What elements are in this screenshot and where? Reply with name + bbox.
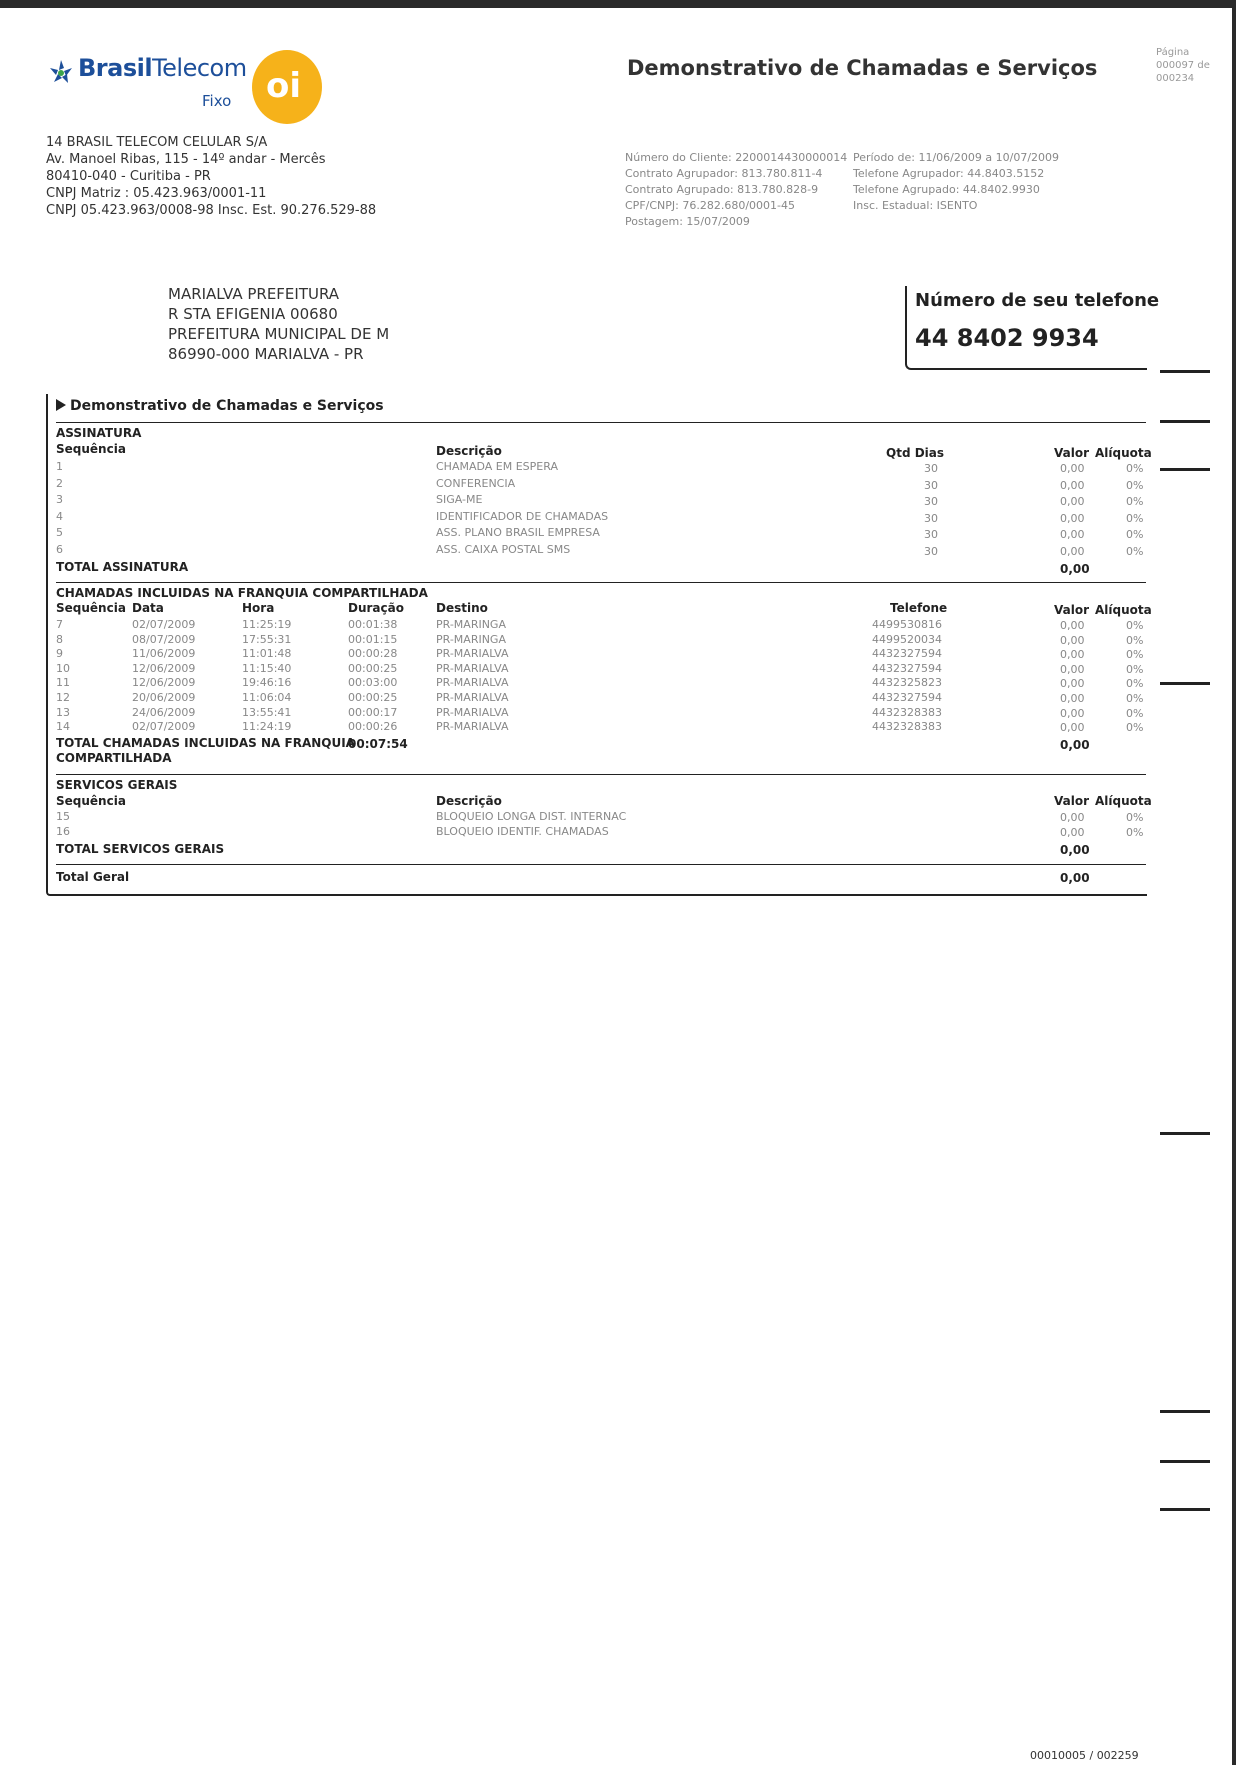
page-number: Página 000097 de 000234: [1156, 47, 1210, 84]
assinatura-aliq: 0%: [1126, 495, 1144, 508]
phone-label: Número de seu telefone: [915, 290, 1160, 311]
assinatura-qtd: 30: [924, 544, 938, 558]
servico-valor: 0,00: [1060, 811, 1085, 824]
servico-valor: 0,00: [1060, 826, 1085, 839]
chamada-aliquota: 0%: [1126, 677, 1144, 691]
chamada-valor: 0,00: [1060, 677, 1085, 691]
chamada-duracao: 00:03:00: [348, 676, 398, 690]
assinatura-seq: 1: [56, 460, 63, 473]
chamada-valor: 0,00: [1060, 706, 1085, 720]
chamada-destino: PR-MARINGA: [436, 632, 506, 646]
assinatura-valor: 0,00: [1060, 495, 1085, 508]
chamada-destino: PR-MARIALVA: [436, 661, 509, 675]
chamada-hora: 11:25:19: [242, 618, 292, 631]
servicos-title: SERVICOS GERAIS: [56, 778, 178, 792]
chamada-aliquota: 0%: [1126, 633, 1144, 647]
chamada-hora: 11:06:04: [242, 691, 292, 704]
chamada-valor: 0,00: [1060, 662, 1085, 676]
chamada-valor: 0,00: [1060, 619, 1085, 632]
chamada-telefone: 4499520034: [872, 632, 942, 646]
chamada-telefone: 4499530816: [872, 618, 942, 631]
assinatura-aliq: 0%: [1126, 478, 1144, 492]
phone-number-box: [905, 286, 1160, 370]
chamadas-header-tel: Telefone: [890, 601, 948, 615]
assinatura-valor: 0,00: [1060, 511, 1085, 525]
chamadas-header-seq: Sequência: [56, 601, 126, 615]
assinatura-desc: CHAMADA EM ESPERA: [436, 460, 558, 473]
chamada-data: 08/07/2009: [132, 632, 196, 646]
servicos-header-seq: Sequência: [56, 794, 126, 808]
bill-page: [0, 8, 1232, 1765]
assinatura-desc: ASS. CAIXA POSTAL SMS: [436, 542, 571, 556]
chamada-telefone: 4432327594: [872, 661, 942, 675]
chamadas-header-valor: Valor: [1054, 603, 1090, 617]
chamadas-total-value: 0,00: [1060, 738, 1090, 752]
brasil-telecom-logo: [46, 50, 346, 128]
assinatura-seq: 6: [56, 542, 63, 556]
chamada-data: 12/06/2009: [132, 661, 196, 675]
chamada-valor: 0,00: [1060, 721, 1085, 735]
chamada-seq: 14: [56, 720, 70, 734]
chamada-data: 02/07/2009: [132, 618, 196, 631]
chamada-valor: 0,00: [1060, 692, 1085, 705]
total-geral-value: 0,00: [1060, 871, 1090, 885]
assinatura-seq: 2: [56, 476, 63, 490]
chamada-data: 11/06/2009: [132, 647, 196, 661]
assinatura-header-valor: Valor: [1054, 446, 1090, 460]
chamada-destino: PR-MARINGA: [436, 618, 506, 631]
chamada-destino: PR-MARIALVA: [436, 647, 509, 661]
chamada-destino: PR-MARIALVA: [436, 705, 509, 719]
servicos-total-value: 0,00: [1060, 843, 1090, 857]
chamada-seq: 8: [56, 632, 63, 646]
chamada-seq: 12: [56, 691, 70, 704]
chamada-data: 20/06/2009: [132, 691, 196, 704]
assinatura-seq: 4: [56, 509, 63, 523]
assinatura-total-value: 0,00: [1060, 562, 1090, 576]
servico-desc: BLOQUEIO LONGA DIST. INTERNAC: [436, 810, 627, 823]
chamada-duracao: 00:00:17: [348, 705, 398, 719]
servico-desc: BLOQUEIO IDENTIF. CHAMADAS: [436, 825, 609, 838]
chamada-seq: 10: [56, 661, 70, 675]
assinatura-title: ASSINATURA: [56, 426, 142, 440]
chamada-telefone: 4432327594: [872, 691, 942, 704]
chamada-telefone: 4432328383: [872, 720, 942, 734]
chamadas-title: CHAMADAS INCLUIDAS NA FRANQUIA COMPARTILHADA: [56, 586, 428, 600]
assinatura-qtd: 30: [924, 511, 938, 525]
servicos-header-desc: Descrição: [436, 794, 502, 808]
chamada-seq: 13: [56, 705, 70, 719]
company-info: 14 BRASIL TELECOM CELULAR S/A Av. Manoel Ribas, 115 - 14º andar - Mercês 80410-040 - Curitiba - PR CNPJ Matriz : 05.423.963/0001-11 CNPJ 05.423.963/0008-98 Insc. Est. 90.276.529-88: [46, 135, 377, 218]
chamada-destino: PR-MARIALVA: [436, 691, 509, 704]
chamadas-header-data: Data: [132, 601, 164, 615]
chamada-seq: 9: [56, 647, 63, 661]
statement-section: [46, 394, 1152, 896]
assinatura-valor: 0,00: [1060, 528, 1085, 541]
assinatura-valor: 0,00: [1060, 478, 1085, 492]
chamada-hora: 11:01:48: [242, 647, 292, 661]
assinatura-qtd: 30: [924, 462, 938, 475]
assinatura-valor: 0,00: [1060, 462, 1085, 475]
chamada-destino: PR-MARIALVA: [436, 676, 509, 690]
chamada-aliquota: 0%: [1126, 706, 1144, 720]
servico-aliquota: 0%: [1126, 811, 1144, 824]
chamadas-header-hora: Hora: [242, 601, 275, 615]
chamada-aliquota: 0%: [1126, 662, 1144, 676]
account-meta-right: Período de: 11/06/2009 a 10/07/2009 Telefone Agrupador: 44.8403.5152 Telefone Agrupado: 44.8402.9930 Insc. Estadual: ISENTO: [853, 151, 1060, 212]
footer-code: 00010005 / 002259: [1030, 1749, 1139, 1762]
assinatura-header-aliq: Alíquota: [1095, 446, 1152, 460]
assinatura-desc: CONFERENCIA: [436, 476, 516, 490]
chamada-telefone: 4432328383: [872, 705, 942, 719]
chamada-telefone: 4432325823: [872, 676, 942, 690]
chamadas-header-aliq: Alíquota: [1095, 603, 1152, 617]
assinatura-header-desc: Descrição: [436, 444, 502, 458]
assinatura-header-seq: Sequência: [56, 442, 126, 456]
chamada-duracao: 00:00:25: [348, 691, 398, 704]
chamada-seq: 11: [56, 676, 70, 690]
servicos-total-label: TOTAL SERVICOS GERAIS: [56, 842, 225, 856]
chamadas-total-label-1: TOTAL CHAMADAS INCLUIDAS NA FRANQUIA: [56, 736, 355, 750]
assinatura-desc: IDENTIFICADOR DE CHAMADAS: [436, 509, 609, 523]
assinatura-aliq: 0%: [1126, 462, 1144, 475]
servico-seq: 15: [56, 810, 70, 823]
chamada-aliquota: 0%: [1126, 619, 1144, 632]
assinatura-desc: ASS. PLANO BRASIL EMPRESA: [436, 526, 600, 539]
assinatura-qtd: 30: [924, 528, 938, 541]
assinatura-total-label: TOTAL ASSINATURA: [56, 560, 189, 574]
triangle-icon: [56, 399, 66, 411]
document-title: Demonstrativo de Chamadas e Serviços: [627, 56, 1098, 80]
chamada-aliquota: 0%: [1126, 692, 1144, 705]
chamada-aliquota: 0%: [1126, 721, 1144, 735]
assinatura-seq: 5: [56, 526, 63, 539]
phone-number: 44 8402 9934: [915, 324, 1099, 352]
chamada-valor: 0,00: [1060, 648, 1085, 662]
assinatura-aliq: 0%: [1126, 544, 1144, 558]
chamada-valor: 0,00: [1060, 633, 1085, 647]
section-title: Demonstrativo de Chamadas e Serviços: [56, 398, 384, 414]
assinatura-aliq: 0%: [1126, 528, 1144, 541]
chamada-hora: 11:24:19: [242, 720, 292, 734]
assinatura-seq: 3: [56, 493, 63, 506]
assinatura-qtd: 30: [924, 495, 938, 508]
chamada-hora: 17:55:31: [242, 632, 292, 646]
chamada-destino: PR-MARIALVA: [436, 720, 509, 734]
chamadas-header-dur: Duração: [348, 601, 404, 615]
chamadas-header-dest: Destino: [436, 601, 488, 615]
chamada-duracao: 00:01:38: [348, 618, 398, 631]
assinatura-aliq: 0%: [1126, 511, 1144, 525]
chamadas-total-label-2: COMPARTILHADA: [56, 751, 172, 765]
assinatura-valor: 0,00: [1060, 544, 1085, 558]
chamada-duracao: 00:00:25: [348, 661, 398, 675]
total-geral-label: Total Geral: [56, 870, 130, 884]
chamada-aliquota: 0%: [1126, 648, 1144, 662]
brand-name: BrasilTelecom: [78, 54, 247, 82]
chamada-data: 24/06/2009: [132, 705, 196, 719]
chamada-data: 02/07/2009: [132, 720, 196, 734]
chamadas-total-duration: 00:07:54: [348, 737, 408, 751]
chamada-data: 12/06/2009: [132, 676, 196, 690]
chamada-telefone: 4432327594: [872, 647, 942, 661]
chamada-duracao: 00:01:15: [348, 632, 398, 646]
customer-address: MARIALVA PREFEITURA R STA EFIGENIA 00680 PREFEITURA MUNICIPAL DE M 86990-000 MARIALVA - PR: [168, 285, 390, 363]
servicos-header-aliq: Alíquota: [1095, 794, 1152, 808]
chamada-duracao: 00:00:28: [348, 647, 398, 661]
assinatura-desc: SIGA-ME: [436, 493, 483, 506]
servico-seq: 16: [56, 825, 70, 838]
chamada-hora: 11:15:40: [242, 661, 292, 675]
oi-logo: oi: [252, 50, 322, 124]
chamada-hora: 13:55:41: [242, 705, 292, 719]
servico-aliquota: 0%: [1126, 826, 1144, 839]
account-meta-left: Número do Cliente: 2200014430000014 Contrato Agrupador: 813.780.811-4 Contrato Agrupado: 813.780.828-9 CPF/CNPJ: 76.282.680/0001-45 Postagem: 15/07/2009: [625, 151, 848, 228]
brand-sub: Fixo: [202, 92, 232, 110]
servicos-header-valor: Valor: [1054, 794, 1090, 808]
assinatura-header-qtd: Qtd Dias: [886, 446, 945, 460]
assinatura-qtd: 30: [924, 478, 938, 492]
chamada-hora: 19:46:16: [242, 676, 292, 690]
chamada-duracao: 00:00:26: [348, 720, 398, 734]
chamada-seq: 7: [56, 618, 63, 631]
